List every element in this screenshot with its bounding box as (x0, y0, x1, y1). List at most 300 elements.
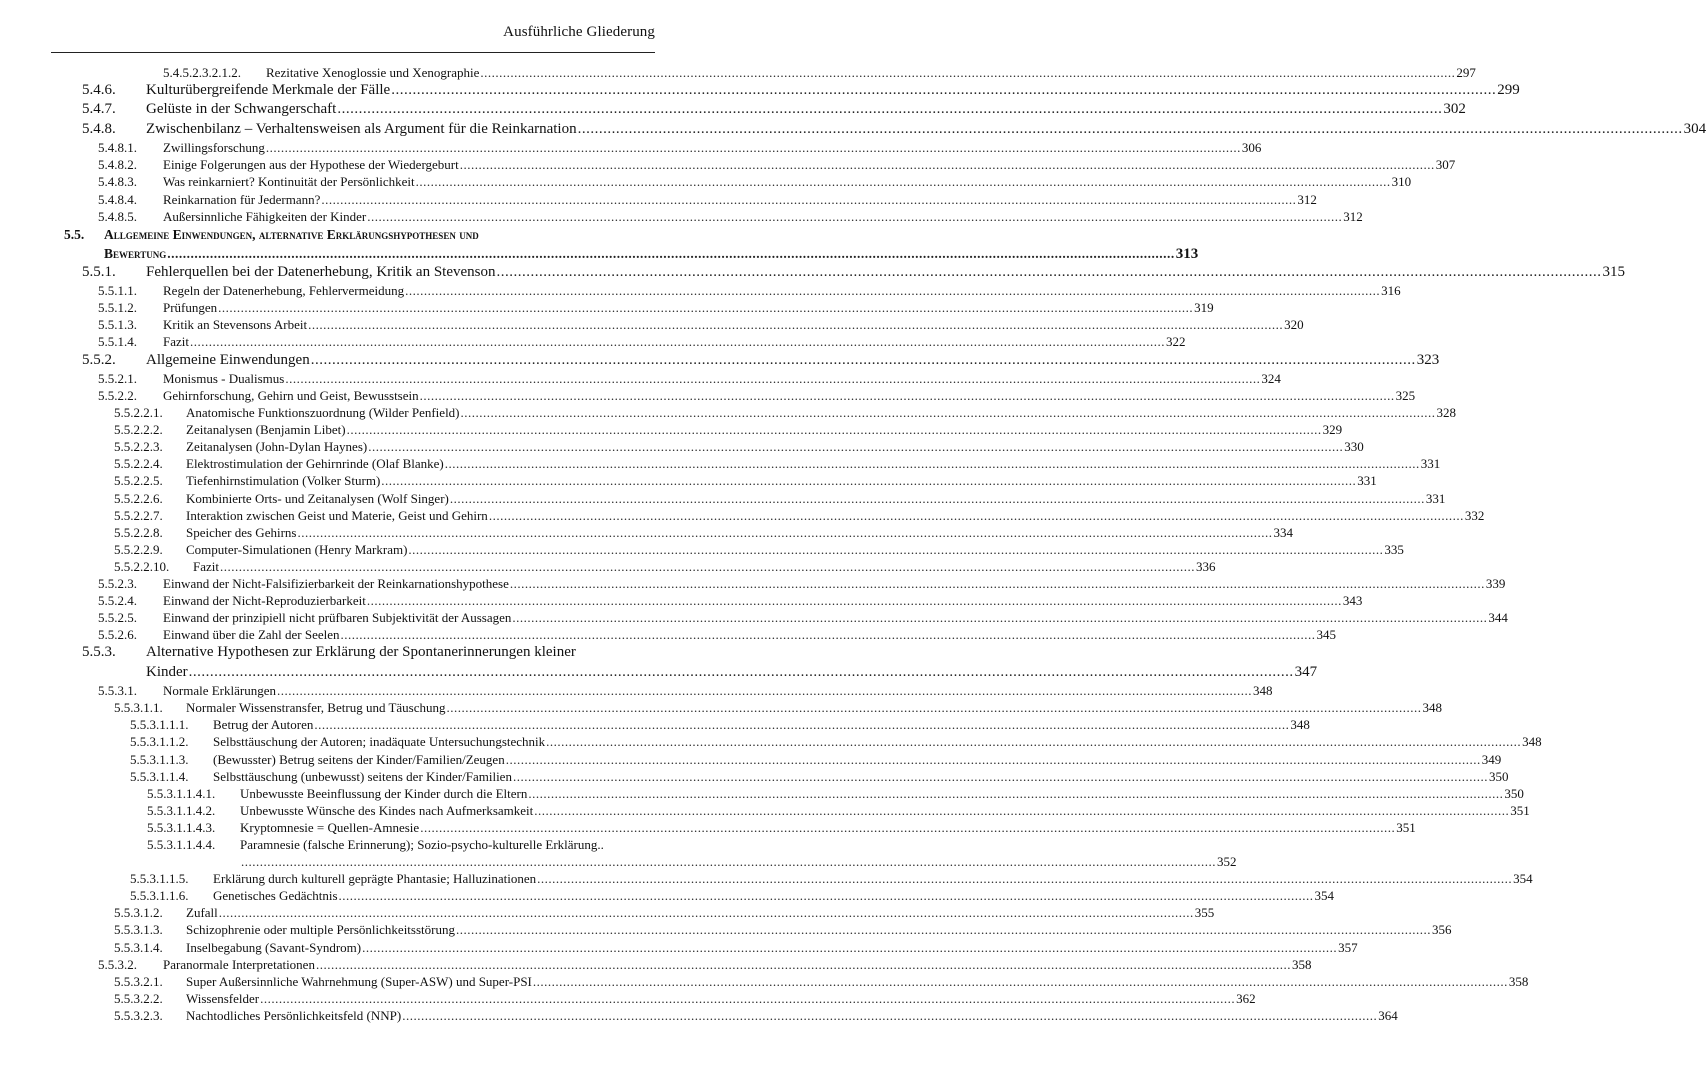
toc-entry-title: Speicher des Gehirns (186, 524, 297, 540)
toc-leader-dots: .................................................................................................................................................................................................................................................................... (512, 768, 1488, 784)
toc-entry-body (104, 244, 1199, 264)
toc-entry-page-number: 312 (1297, 191, 1317, 207)
toc-entry-page-number: 343 (1342, 593, 1363, 609)
toc-entry (0, 156, 1456, 173)
toc-entry (0, 626, 1337, 643)
toc-entry (0, 558, 1216, 575)
toc-entry-body (146, 351, 1440, 370)
toc-entry-body (186, 990, 1256, 1007)
toc-entry-page-number: 352 (1217, 854, 1237, 870)
toc-leader-dots: .................................................................................................................................................................................................................................................................... (449, 490, 1425, 506)
toc-entry-body (240, 785, 1524, 802)
toc-entry (0, 575, 1506, 592)
toc-entry-body (104, 225, 655, 244)
toc-leader-dots: .................................................................................................................................................................................................................................................................... (509, 576, 1485, 592)
toc-leader-dots: .................................................................................................................................................................................................................................................................... (391, 82, 1497, 99)
toc-entry-page-number: 329 (1322, 422, 1343, 438)
toc-entry-title: Gelüste in der Schwangerschaft (146, 101, 337, 118)
toc-entry-page-number: 339 (1485, 576, 1506, 592)
toc-entry-body (146, 100, 1466, 119)
toc-entry (0, 870, 1533, 887)
toc-entry-body (163, 592, 1363, 609)
toc-entry-title: Einwand der Nicht-Falsifizierbarkeit der Reinkarnationshypothese (163, 576, 509, 592)
toc-entry-body (213, 751, 1502, 768)
toc-entry-body (146, 120, 1706, 139)
toc-leader-dots: .................................................................................................................................................................................................................................................................... (241, 854, 1216, 870)
toc-leader-dots: .................................................................................................................................................................................................................................................................... (337, 101, 1443, 118)
toc-entry (0, 990, 1256, 1007)
toc-entry-body (163, 156, 1456, 173)
toc-entry-body (193, 558, 1216, 575)
toc-entry-body (163, 626, 1337, 643)
toc-entry (0, 682, 1273, 699)
toc-leader-dots: .................................................................................................................................................................................................................................................................... (420, 819, 1396, 835)
toc-entry-page-number: 325 (1395, 387, 1416, 403)
toc-entry-page-number: 344 (1488, 610, 1508, 626)
toc-entry-title: Monismus - Dualismus (163, 370, 285, 386)
toc-entry-title: Genetisches Gedächtnis (213, 888, 338, 904)
toc-entry-number: 5.5.3.2. (98, 956, 137, 972)
toc-entry-body (146, 643, 655, 662)
toc-entry-page-number: 328 (1436, 405, 1457, 421)
toc-entry-title: Selbsttäuschung der Autoren; inadäquate Untersuchungstechnik (213, 734, 546, 750)
toc-entry (0, 716, 1310, 733)
toc-entry-number: 5.5.3.1. (98, 683, 137, 699)
toc-entry-body (186, 921, 1452, 938)
toc-entry-page-number: 345 (1316, 627, 1337, 643)
toc-leader-dots: .................................................................................................................................................................................................................................................................... (534, 802, 1510, 818)
toc-leader-dots: .................................................................................................................................................................................................................................................................... (577, 120, 1683, 137)
toc-entry (0, 819, 1416, 836)
toc-entry (0, 173, 1412, 190)
toc-leader-dots: .................................................................................................................................................................................................................................................................... (512, 610, 1488, 626)
toc-entry-number: 5.5.1.4. (98, 334, 137, 350)
toc-entry (0, 225, 655, 244)
toc-entry-number: 5.5.2. (82, 351, 116, 368)
toc-leader-dots: .................................................................................................................................................................................................................................................................... (366, 593, 1342, 609)
toc-entry-number: 5.5.3.1.1.2. (130, 734, 189, 750)
toc-leader-dots: .................................................................................................................................................................................................................................................................... (340, 627, 1316, 643)
toc-leader-dots: .................................................................................................................................................................................................................................................................... (368, 439, 1344, 455)
toc-entry (0, 609, 1508, 626)
toc-leader-dots: .................................................................................................................................................................................................................................................................... (402, 1007, 1378, 1023)
toc-entry-title: Was reinkarniert? Kontinuität der Persönlichkeit (163, 174, 415, 190)
toc-entry-page-number: 364 (1378, 1007, 1398, 1023)
toc-entry-page-number: 351 (1396, 819, 1416, 835)
toc-entry-body (213, 887, 1335, 904)
toc-entry-number: 5.5.2.2.6. (114, 490, 163, 506)
toc-leader-dots: .................................................................................................................................................................................................................................................................... (505, 751, 1481, 767)
toc-entry-title: Zeitanalysen (Benjamin Libet) (186, 422, 346, 438)
toc-entry-number: 5.5.2.2.1. (114, 405, 163, 421)
toc-entry (0, 541, 1404, 558)
toc-entry-number: 5.5.2.2.5. (114, 473, 163, 489)
toc-entry (0, 887, 1335, 904)
toc-entry-number: 5.4.8.4. (98, 191, 137, 207)
table-of-contents (0, 64, 1706, 1024)
toc-entry-number: 5.5.3.1.1.4.4. (147, 837, 216, 853)
toc-entry-number: 5.5.3.1.1. (114, 700, 163, 716)
toc-entry-number: 5.5.2.1. (98, 370, 137, 386)
toc-entry-number: 5.4.8.2. (98, 157, 137, 173)
toc-leader-dots: .................................................................................................................................................................................................................................................................... (265, 140, 1241, 156)
toc-entry (0, 472, 1377, 489)
toc-entry-body (186, 904, 1215, 921)
toc-entry-number: 5.5.3.1.1.6. (130, 888, 189, 904)
toc-leader-dots: .................................................................................................................................................................................................................................................................... (218, 300, 1194, 316)
toc-entry-number: 5.5.3.2.3. (114, 1007, 163, 1023)
toc-entry-page-number: 299 (1497, 82, 1520, 99)
toc-entry-page-number: 358 (1291, 956, 1312, 972)
toc-entry-number: 5.5.1.3. (98, 317, 137, 333)
toc-entry-title: Kulturübergreifende Merkmale der Fälle (146, 82, 391, 99)
toc-entry-number: 5.5.2.5. (98, 610, 137, 626)
toc-entry-page-number: 362 (1236, 990, 1256, 1006)
toc-leader-dots: .................................................................................................................................................................................................................................................................... (321, 191, 1297, 207)
toc-entry (0, 100, 1466, 119)
toc-entry-body (163, 609, 1508, 626)
toc-leader-dots: .................................................................................................................................................................................................................................................................... (528, 785, 1504, 801)
toc-entry-body (163, 173, 1412, 190)
toc-leader-dots: .................................................................................................................................................................................................................................................................... (297, 524, 1273, 540)
toc-entry-title: Zwischenbilanz – Verhaltensweisen als Argument für die Reinkarnation (146, 120, 577, 137)
toc-entry-body (163, 139, 1262, 156)
toc-entry-page-number: 324 (1261, 370, 1281, 386)
toc-entry-body (186, 404, 1457, 421)
toc-entry-body (163, 191, 1317, 208)
toc-entry-body (163, 956, 1312, 973)
toc-entry (0, 524, 1293, 541)
toc-entry-number: 5.5.3. (82, 644, 116, 661)
toc-entry-number: 5.5.3.2.1. (114, 973, 163, 989)
toc-entry-page-number: 357 (1338, 939, 1358, 955)
toc-entry-title: (Bewusster) Betrug seitens der Kinder/Familien/Zeugen (213, 751, 505, 767)
toc-entry-title: Normaler Wissenstransfer, Betrug und Täuschung (186, 700, 446, 716)
toc-entry-body (163, 575, 1506, 592)
toc-entry (0, 244, 1199, 263)
toc-entry-page-number: 307 (1435, 157, 1456, 173)
toc-entry-title: Tiefenhirnstimulation (Volker Sturm) (186, 473, 381, 489)
toc-entry-number: 5.5.1.1. (98, 283, 137, 299)
toc-entry-page-number: 350 (1488, 768, 1509, 784)
toc-entry-number: 5.5.3.1.3. (114, 922, 163, 938)
toc-entry-page-number: 334 (1273, 524, 1293, 540)
toc-entry-title: Rezitative Xenoglossie und Xenographie (266, 65, 480, 80)
toc-entry-number: 5.5.3.1.1.4.3. (147, 819, 216, 835)
toc-leader-dots: .................................................................................................................................................................................................................................................................... (408, 541, 1384, 557)
toc-entry (0, 853, 1237, 870)
toc-leader-dots: .................................................................................................................................................................................................................................................................... (218, 905, 1194, 921)
toc-entry-title: Unbewusste Beeinflussung der Kinder durch die Eltern (240, 785, 528, 801)
toc-leader-dots: .................................................................................................................................................................................................................................................................... (444, 456, 1420, 472)
toc-leader-dots: .................................................................................................................................................................................................................................................................... (381, 473, 1357, 489)
toc-entry (0, 299, 1214, 316)
toc-entry-number: 5.4.8.5. (98, 208, 137, 224)
toc-entry-page-number: 336 (1196, 558, 1216, 574)
toc-entry-body (213, 733, 1542, 750)
toc-leader-dots: .................................................................................................................................................................................................................................................................... (455, 922, 1431, 938)
toc-entry-number: 5.5.3.1.1.4.2. (147, 802, 216, 818)
toc-entry-body (163, 333, 1186, 350)
toc-entry-number: 5.5.2.2.4. (114, 456, 163, 472)
toc-entry (0, 802, 1530, 819)
toc-entry-number: 5.4.6. (82, 82, 116, 99)
toc-entry-title: Fazit (163, 334, 189, 350)
toc-entry-page-number: 347 (1294, 663, 1318, 680)
toc-entry-body (146, 663, 1318, 682)
toc-entry-body (186, 421, 1343, 438)
toc-entry-number: 5.4.8.1. (98, 140, 137, 156)
toc-entry-title: Zwillingsforschung (163, 140, 265, 156)
toc-entry-page-number: 306 (1241, 140, 1262, 156)
toc-entry (0, 663, 1318, 682)
toc-entry (0, 455, 1441, 472)
toc-entry (0, 1007, 1398, 1024)
toc-leader-dots: .................................................................................................................................................................................................................................................................... (546, 734, 1522, 750)
toc-entry-number: 5.4.8. (82, 120, 116, 137)
toc-leader-dots: .................................................................................................................................................................................................................................................................... (188, 663, 1294, 680)
toc-leader-dots: .................................................................................................................................................................................................................................................................... (190, 334, 1165, 350)
toc-entry (0, 785, 1524, 802)
toc-entry-title: Zeitanalysen (John-Dylan Haynes) (186, 439, 368, 455)
toc-leader-dots: .................................................................................................................................................................................................................................................................... (285, 370, 1261, 386)
toc-leader-dots: .................................................................................................................................................................................................................................................................... (167, 245, 1175, 261)
toc-entry-title: Selbsttäuschung (unbewusst) seitens der Kinder/Familien (213, 768, 512, 784)
toc-entry (0, 316, 1304, 333)
toc-entry-number: 5.5.3.1.1.4. (130, 768, 189, 784)
toc-leader-dots: .................................................................................................................................................................................................................................................................... (446, 700, 1422, 716)
toc-leader-dots: .................................................................................................................................................................................................................................................................... (315, 956, 1291, 972)
toc-entry-number: 5.5.2.2.9. (114, 541, 163, 557)
toc-entry (0, 939, 1358, 956)
toc-entry-title: Computer-Simulationen (Henry Markram) (186, 541, 408, 557)
toc-entry-page-number: 356 (1431, 922, 1452, 938)
toc-entry-title: Betrug der Autoren (213, 717, 314, 733)
toc-leader-dots: .................................................................................................................................................................................................................................................................... (310, 351, 1416, 368)
toc-entry-page-number: 351 (1510, 802, 1530, 818)
toc-entry-title: Alternative Hypothesen zur Erklärung der Spontanerinnerungen kleiner (146, 644, 576, 661)
toc-entry (0, 191, 1317, 208)
toc-entry-body (163, 299, 1214, 316)
toc-entry-title: Paramnesie (falsche Erinnerung); Sozio-psycho-kulturelle Erklärung.. (240, 837, 604, 853)
toc-entry-number: 5.5. (64, 226, 85, 242)
toc-entry-title: Einwand der prinzipiell nicht prüfbaren Subjektivität der Aussagen (163, 610, 512, 626)
toc-entry-title: Kombinierte Orts- und Zeitanalysen (Wolf Singer) (186, 490, 449, 506)
toc-entry-title: Reinkarnation für Jedermann? (163, 191, 321, 207)
toc-entry-number: 5.4.8.3. (98, 174, 137, 190)
toc-leader-dots: .................................................................................................................................................................................................................................................................... (338, 888, 1314, 904)
toc-entry (0, 490, 1446, 507)
toc-entry-number: 5.5.1. (82, 263, 116, 280)
toc-entry-body (163, 387, 1416, 404)
toc-entry-page-number: 302 (1443, 101, 1466, 118)
toc-leader-dots: .................................................................................................................................................................................................................................................................... (362, 939, 1338, 955)
toc-entry (0, 507, 1485, 524)
toc-leader-dots: .................................................................................................................................................................................................................................................................... (220, 558, 1195, 574)
toc-entry-title: Anatomische Funktionszuordnung (Wilder Penfield) (186, 405, 460, 421)
toc-entry-body (186, 472, 1377, 489)
toc-entry-number: 5.5.3.1.4. (114, 939, 163, 955)
toc-entry-body (213, 870, 1533, 887)
toc-entry-number: 5.5.3.2.2. (114, 990, 163, 1006)
toc-entry-body (186, 524, 1293, 541)
toc-entry-title: Super Außersinnliche Wahrnehmung (Super-ASW) und Super-PSI (186, 973, 532, 989)
toc-entry-body (240, 819, 1416, 836)
toc-entry (0, 733, 1542, 750)
toc-entry (0, 404, 1457, 421)
toc-leader-dots: .................................................................................................................................................................................................................................................................... (496, 263, 1602, 280)
toc-leader-dots: .................................................................................................................................................................................................................................................................... (537, 871, 1513, 887)
toc-entry-page-number: 348 (1522, 734, 1542, 750)
toc-entry (0, 643, 655, 662)
toc-leader-dots: .................................................................................................................................................................................................................................................................... (488, 507, 1464, 523)
toc-entry-number: 5.5.2.4. (98, 593, 137, 609)
toc-entry-title: Schizophrenie oder multiple Persönlichkeitsstörung (186, 922, 455, 938)
toc-entry-body (186, 455, 1441, 472)
toc-entry-number: 5.5.2.2. (98, 387, 137, 403)
toc-entry-page-number: 354 (1314, 888, 1335, 904)
toc-entry-title: Elektrostimulation der Gehirnrinde (Olaf Blanke) (186, 456, 444, 472)
toc-entry-title: Prüfungen (163, 300, 218, 316)
toc-entry (0, 921, 1452, 938)
toc-entry-title: Einige Folgerungen aus der Hypothese der Wiedergeburt (163, 157, 459, 173)
toc-entry-title: Kritik an Stevensons Arbeit (163, 317, 308, 333)
toc-entry-page-number: 349 (1481, 751, 1502, 767)
toc-entry-title: Fazit (193, 558, 219, 574)
toc-entry-page-number: 335 (1384, 541, 1404, 557)
toc-entry-title: Außersinnliche Fähigkeiten der Kinder (163, 208, 367, 224)
toc-entry-body (146, 263, 1625, 282)
toc-entry-body (163, 370, 1281, 387)
toc-entry-page-number: 355 (1194, 905, 1215, 921)
toc-entry-number: 5.5.2.3. (98, 576, 137, 592)
toc-entry-page-number: 332 (1464, 507, 1485, 523)
toc-entry-number: 5.5.3.1.1.1. (130, 717, 189, 733)
toc-entry-page-number: 354 (1513, 871, 1533, 887)
toc-entry-page-number: 348 (1290, 717, 1310, 733)
toc-entry-body (163, 316, 1304, 333)
toc-entry-page-number: 316 (1381, 283, 1401, 299)
toc-entry-title: Fehlerquellen bei der Datenerhebung, Kritik an Stevenson (146, 263, 496, 280)
toc-entry (0, 592, 1363, 609)
toc-entry-title: Einwand der Nicht-Reproduzierbarkeit (163, 593, 366, 609)
toc-entry-page-number: 350 (1504, 785, 1524, 801)
toc-entry (0, 120, 1706, 139)
toc-entry-number: 5.5.2.2.7. (114, 507, 163, 523)
toc-entry (0, 438, 1364, 455)
toc-entry-page-number: 320 (1284, 317, 1304, 333)
toc-entry-page-number: 348 (1252, 683, 1273, 699)
toc-entry (0, 836, 655, 853)
toc-entry (0, 387, 1416, 404)
toc-entry-number: 5.5.2.6. (98, 627, 137, 643)
toc-entry-title: Erklärung durch kulturell geprägte Phantasie; Halluzinationen (213, 871, 537, 887)
toc-entry-body (163, 208, 1363, 225)
toc-entry-page-number: 310 (1391, 174, 1412, 190)
toc-leader-dots: .................................................................................................................................................................................................................................................................... (532, 973, 1508, 989)
toc-entry-body (213, 768, 1509, 785)
toc-entry (0, 351, 1440, 370)
toc-entry-body (186, 438, 1364, 455)
toc-entry (0, 208, 1363, 225)
toc-entry-body (163, 282, 1401, 299)
toc-entry-number: 5.5.3.1.1.4.1. (147, 785, 216, 801)
toc-entry-title: Normale Erklärungen (163, 683, 276, 699)
toc-entry (0, 768, 1509, 785)
toc-entry-body (240, 853, 1237, 870)
toc-entry-body (186, 973, 1529, 990)
toc-entry (0, 139, 1262, 156)
toc-entry-body (186, 939, 1358, 956)
toc-entry-number: 5.5.1.2. (98, 300, 137, 316)
toc-entry-title: Kryptomnesie = Quellen-Amnesie (240, 819, 420, 835)
toc-leader-dots: .................................................................................................................................................................................................................................................................... (459, 157, 1435, 173)
toc-entry-title: Inselbegabung (Savant-Syndrom) (186, 939, 362, 955)
toc-entry-title: Interaktion zwischen Geist und Materie, Geist und Gehirn (186, 507, 488, 523)
toc-entry-title: Wissensfelder (186, 990, 260, 1006)
header-rule (51, 52, 655, 53)
toc-entry-page-number: 312 (1343, 208, 1363, 224)
toc-entry (0, 282, 1401, 299)
toc-entry (0, 904, 1215, 921)
toc-leader-dots: .................................................................................................................................................................................................................................................................... (415, 174, 1391, 190)
toc-entry-number: 5.5.2.2.3. (114, 439, 163, 455)
toc-entry-title: Gehirnforschung, Gehirn und Geist, Bewusstsein (163, 387, 419, 403)
toc-entry-page-number: 322 (1166, 334, 1186, 350)
toc-entry-number: 5.5.3.1.1.3. (130, 751, 189, 767)
toc-entry (0, 699, 1442, 716)
toc-leader-dots: .................................................................................................................................................................................................................................................................... (308, 317, 1284, 333)
toc-entry-page-number: 323 (1416, 351, 1440, 368)
toc-entry-number: 5.5.2.2.10. (114, 558, 170, 574)
toc-entry-body (213, 716, 1310, 733)
toc-entry-body (186, 490, 1446, 507)
toc-leader-dots: .................................................................................................................................................................................................................................................................... (405, 283, 1381, 299)
toc-entry-page-number: 331 (1425, 490, 1446, 506)
toc-entry-page-number: 348 (1422, 700, 1442, 716)
toc-entry (0, 333, 1186, 350)
toc-entry-title: Einwand über die Zahl der Seelen (163, 627, 340, 643)
running-head: Ausführliche Gliederung (503, 24, 655, 40)
toc-entry-number: 5.4.5.2.3.2.1.2. (163, 65, 241, 80)
toc-entry-title: Bewertung (104, 245, 167, 261)
toc-entry (0, 81, 1520, 100)
toc-entry-page-number: 331 (1420, 456, 1441, 472)
toc-leader-dots: .................................................................................................................................................................................................................................................................... (419, 387, 1395, 403)
toc-entry-title: Paranormale Interpretationen (163, 956, 315, 972)
toc-entry-title: Nachtodliches Persönlichkeitsfeld (NNP) (186, 1007, 402, 1023)
toc-leader-dots: .................................................................................................................................................................................................................................................................... (480, 65, 1456, 80)
toc-entry-title: Allgemeine Einwendungen, alternative Erklärungshypothesen und (104, 226, 479, 242)
toc-entry (0, 370, 1281, 387)
toc-entry-page-number: 297 (1456, 65, 1476, 80)
toc-leader-dots: .................................................................................................................................................................................................................................................................... (314, 717, 1290, 733)
toc-entry-body (186, 699, 1442, 716)
toc-leader-dots: .................................................................................................................................................................................................................................................................... (367, 208, 1343, 224)
toc-leader-dots: .................................................................................................................................................................................................................................................................... (276, 683, 1252, 699)
toc-entry-number: 5.5.3.1.1.5. (130, 871, 189, 887)
toc-entry-page-number: 304 (1683, 120, 1706, 137)
toc-entry-body (163, 682, 1273, 699)
toc-entry-title: Kinder (146, 663, 188, 680)
toc-entry-page-number: 358 (1508, 973, 1529, 989)
toc-entry (0, 64, 1476, 81)
toc-entry-page-number: 331 (1357, 473, 1377, 489)
toc-entry-body (186, 541, 1404, 558)
toc-entry-page-number: 313 (1175, 245, 1199, 262)
toc-entry-number: 5.5.3.1.2. (114, 905, 163, 921)
toc-entry-number: 5.5.2.2.8. (114, 524, 163, 540)
